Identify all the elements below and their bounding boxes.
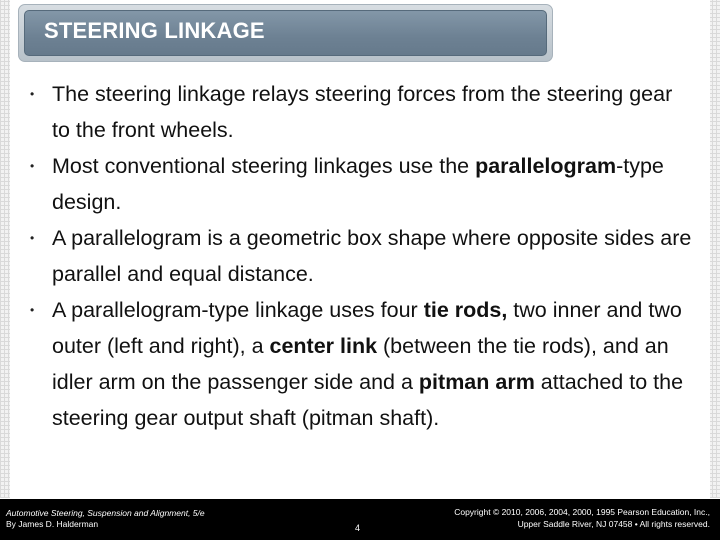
bullet-dot-icon: • (30, 159, 35, 173)
bullet-item (24, 148, 692, 220)
bullet-text: two inner and two outer (left and right), a (52, 298, 682, 358)
bullet-dot-icon: • (30, 303, 35, 317)
bullet-text: -type design. (52, 154, 664, 214)
footer-citation (6, 508, 205, 530)
bullet-item (24, 76, 692, 148)
bullet-bold-term: center link (269, 334, 378, 358)
footer-copyright (454, 506, 710, 530)
copyright-line-2: Upper Saddle River, NJ 07458 • All rights reserved. (517, 519, 710, 529)
bullet-text: Most conventional steering linkages use the (52, 154, 476, 178)
bullet-bold-term: pitman arm (418, 370, 535, 394)
bullet-dot-icon: • (30, 87, 35, 101)
bullet-text: The steering linkage relays steering forces from the steering gear to the front wheels. (52, 82, 673, 142)
footer-book-title: Automotive Steering, Suspension and Alignment, 5/e (6, 508, 205, 518)
bullet-item (24, 292, 692, 436)
bullet-text: attached to the steering gear output shaft (pitman shaft). (52, 370, 684, 430)
bullet-text: A parallelogram is a geometric box shape where opposite sides are parallel and equal distance. (52, 226, 692, 286)
bullet-bold-term: tie rods, (423, 298, 508, 322)
page-number: 4 (355, 523, 361, 533)
bullet-dot-icon: • (30, 231, 35, 245)
slide-title: STEERING LINKAGE (44, 18, 265, 43)
footer-bar (0, 499, 720, 540)
copyright-line-1: Copyright © 2010, 2006, 2004, 2000, 1995 Pearson Education, Inc., (454, 507, 710, 517)
bullet-list (24, 76, 692, 436)
bullet-bold-term: parallelogram (475, 154, 617, 178)
bullet-item (24, 220, 692, 292)
bullet-text: (between the tie rods), and an idler arm on the passenger side and a (52, 334, 669, 394)
bullet-text: A parallelogram-type linkage uses four (52, 298, 424, 322)
footer-author: By James D. Halderman (6, 519, 99, 529)
